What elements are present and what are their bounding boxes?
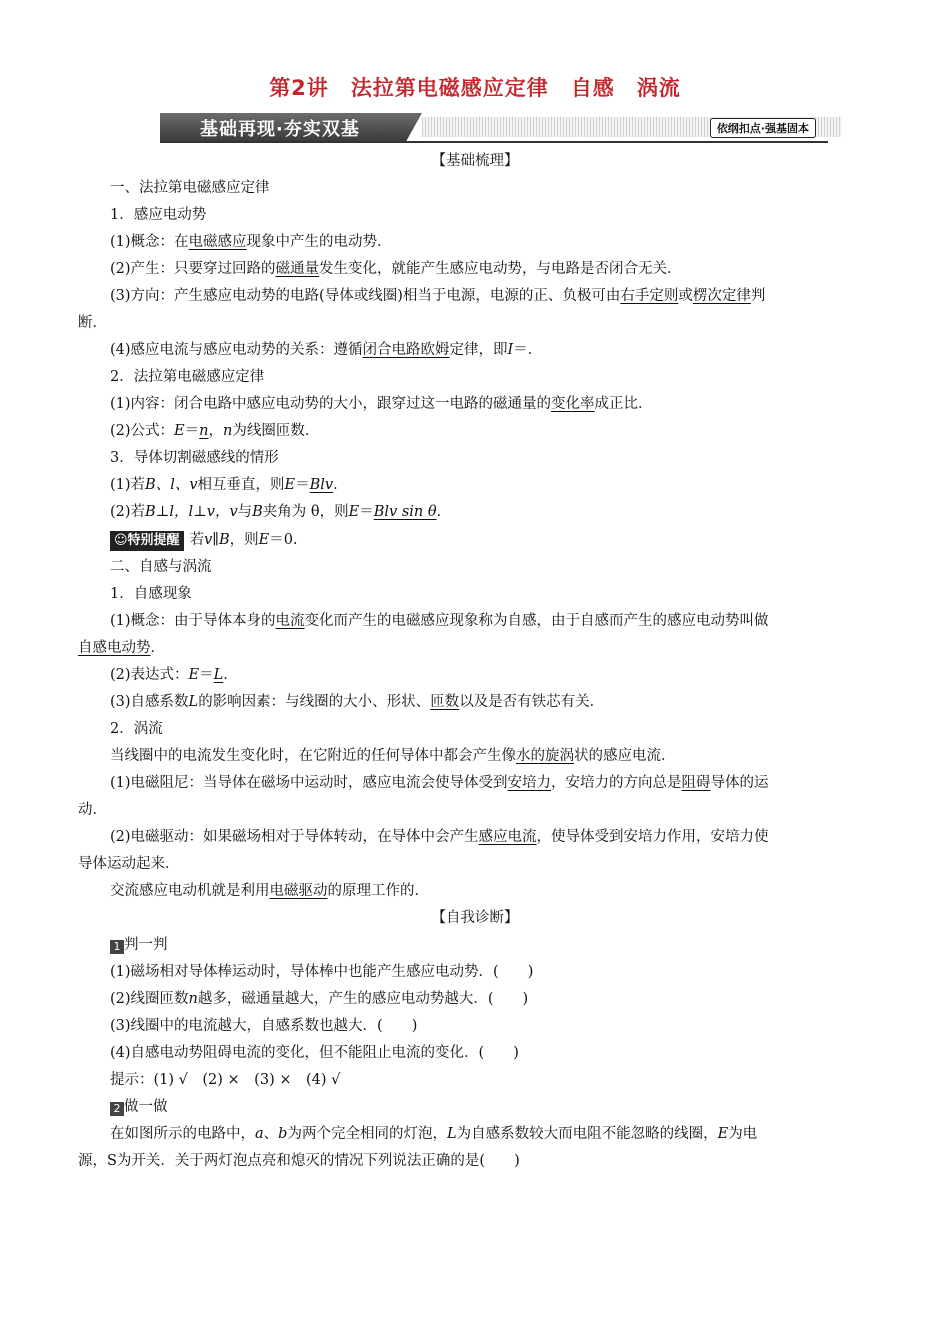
- answer-blank: Blv: [309, 477, 334, 493]
- answer-blank: 自感电动势: [78, 640, 151, 656]
- answer-blank: 感应电流: [478, 829, 537, 845]
- title-topic-self-induction: 自感: [570, 76, 615, 100]
- heading-self-induction: 二、自感与涡流: [110, 559, 212, 575]
- answer-blank: 磁通量: [275, 261, 320, 277]
- paragraph-self-concept: (1)概念：由于导体本身的电流变化而产生的电磁感应现象称为自感，由于自感而产生的感应电动势叫做: [110, 613, 769, 629]
- paragraph-content: (1)内容：闭合电路中感应电动势的大小，跟穿过这一电路的磁通量的变化率成正比．: [110, 396, 653, 412]
- paragraph-expression: (2)表达式：E＝L．: [110, 667, 238, 683]
- paragraph-driving-cont: 导体运动起来．: [78, 856, 180, 872]
- judge-item-1: (1)磁场相对导体棒运动时，导体棒中也能产生感应电动势．( ): [110, 964, 534, 980]
- paragraph-motor: 交流感应电动机就是利用电磁驱动的原理工作的．: [110, 883, 429, 899]
- number-box-icon: 2: [110, 1102, 124, 1116]
- subheading-self-induction: 1．自感现象: [110, 586, 192, 602]
- paragraph-formula: (2)公式：E＝n，n为线圈匝数．: [110, 423, 320, 439]
- paragraph-relation: (4)感应电流与感应电动势的关系：遵循闭合电路欧姆定律，即I＝．: [110, 342, 543, 358]
- answer-blank: L: [213, 667, 224, 683]
- page-title: [0, 72, 950, 102]
- paragraph-eddy: 当线圈中的电流发生变化时，在它附近的任何导体中都会产生像水的旋涡状的感应电流．: [110, 748, 676, 764]
- paragraph-factors: (3)自感系数L的影响因素：与线圈的大小、形状、匝数以及是否有铁芯有关．: [110, 694, 605, 710]
- answer-blank: 匝数: [430, 694, 460, 710]
- answer-blank: 水的旋涡: [516, 748, 574, 764]
- answer-blank: 闭合电路欧姆: [362, 342, 450, 358]
- exercise-judge-heading: 1 判一判: [110, 935, 168, 955]
- section-banner: [160, 113, 828, 143]
- answer-blank: Blv sin θ: [373, 504, 437, 520]
- special-tip: ☺特别提醒 若v∥B，则E＝0.: [110, 530, 298, 551]
- answer-blank: 楞次定律: [692, 288, 751, 304]
- judge-item-4: (4)自感电动势阻碍电流的变化，但不能阻止电流的变化．( ): [110, 1045, 519, 1061]
- answer-blank: 电磁感应: [188, 234, 247, 250]
- answer-blank: n: [199, 423, 209, 439]
- paragraph-perpendicular: (1)若B、l、v相互垂直，则E＝Blv．: [110, 477, 348, 493]
- answer-blank: 阻碍: [681, 775, 711, 791]
- paragraph-damping-cont: 动．: [78, 802, 107, 818]
- title-topic-faraday: 法拉第电磁感应定律: [350, 76, 549, 100]
- subheading-eddy: 2．涡流: [110, 721, 163, 737]
- paragraph-damping: (1)电磁阻尼：当导体在磁场中运动时，感应电流会使导体受到安培力，安培力的方向总是阻碍导体的运: [110, 775, 769, 791]
- heading-faraday-law: 一、法拉第电磁感应定律: [110, 180, 270, 196]
- answer-blank: 变化率: [551, 396, 595, 412]
- paragraph-direction: (3)方向：产生感应电动势的电路(导体或线圈)相当于电源，电源的正、负极可由右手定则或楞次定律判: [110, 288, 766, 304]
- exercise-do-question-cont: 源，S为开关．关于两灯泡点亮和熄灭的情况下列说法正确的是( ): [78, 1153, 520, 1169]
- exercise-do-question: 在如图所示的电路中，a、b为两个完全相同的灯泡，L为自感系数较大而电阻不能忽略的线圈，E为电: [110, 1126, 758, 1142]
- subheading-faraday: 2．法拉第电磁感应定律: [110, 369, 265, 385]
- title-lecture-number: 第2讲: [269, 76, 329, 100]
- paragraph-generation: (2)产生：只要穿过回路的磁通量发生变化，就能产生感应电动势，与电路是否闭合无关．: [110, 261, 682, 277]
- paragraph-driving: (2)电磁驱动：如果磁场相对于导体转动，在导体中会产生感应电流，使导体受到安培力作用，安培力使: [110, 829, 769, 845]
- judge-item-2: (2)线圈匝数n越多，磁通量越大，产生的感应电动势越大．( ): [110, 991, 529, 1007]
- banner-right-tag: 依纲扣点·强基固本: [710, 118, 816, 138]
- subheading-cutting: 3．导体切割磁感线的情形: [110, 450, 279, 466]
- paragraph-angle: (2)若B⊥l，l⊥v，v与B夹角为 θ，则E＝Blv sin θ．: [110, 504, 452, 520]
- tip-badge: ☺特别提醒: [110, 531, 184, 551]
- answer-blank: 电流: [275, 613, 305, 629]
- paragraph-direction-cont: 断．: [78, 315, 107, 331]
- answer-blank: 右手定则: [620, 288, 679, 304]
- title-topic-eddy-current: 涡流: [636, 76, 681, 100]
- section-heading-basic: 【基础梳理】: [431, 153, 519, 169]
- paragraph-concept: (1)概念：在电磁感应现象中产生的电动势．: [110, 234, 392, 250]
- judge-hint: 提示：(1) √ (2) × (3) × (4) √: [110, 1072, 341, 1088]
- number-box-icon: 1: [110, 940, 124, 954]
- subheading-emf: 1．感应电动势: [110, 207, 207, 223]
- answer-blank: 安培力: [507, 775, 552, 791]
- judge-item-3: (3)线圈中的电流越大，自感系数也越大．( ): [110, 1018, 418, 1034]
- paragraph-self-concept-cont: 自感电动势．: [78, 640, 165, 656]
- answer-blank: 电磁驱动: [269, 883, 328, 899]
- section-heading-diagnosis: 【自我诊断】: [431, 910, 519, 926]
- banner-left-text: 基础再现·夯实双基: [200, 119, 360, 140]
- exercise-do-heading: 2 做一做: [110, 1097, 168, 1117]
